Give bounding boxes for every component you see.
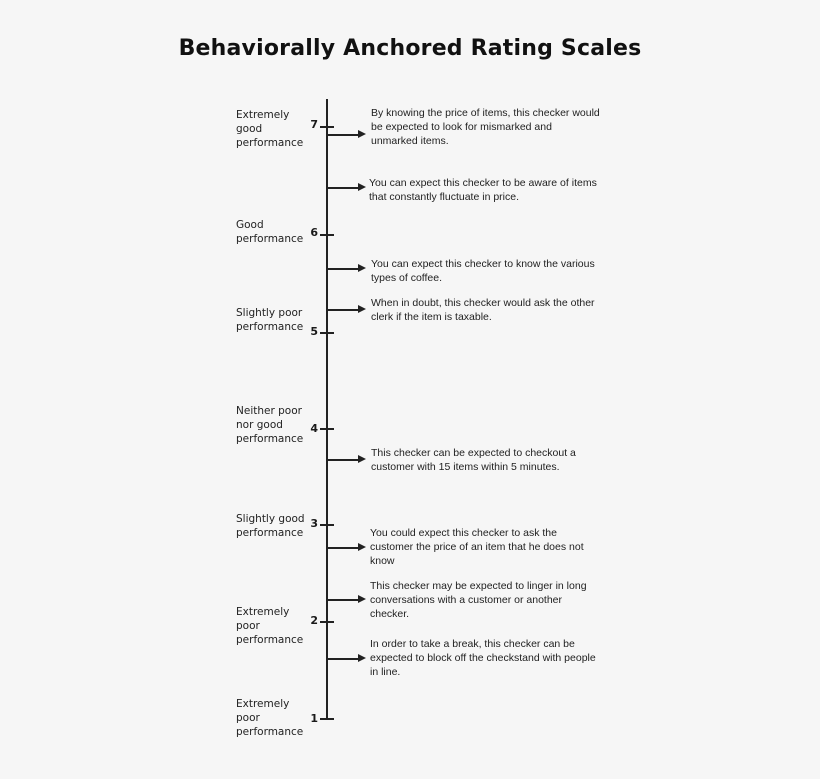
scale-label-3: Slightly good performance bbox=[236, 513, 305, 539]
behavior-anchor: When in doubt, this checker would ask the other clerk if the item is taxable. bbox=[371, 297, 595, 323]
behavior-anchor: You can expect this checker to know the various types of coffee. bbox=[371, 258, 595, 284]
scale-tick-3 bbox=[320, 524, 334, 526]
behavior-anchor: This checker can be expected to checkout a customer with 15 items within 5 minutes. bbox=[371, 447, 576, 473]
behavior-anchor: In order to take a break, this checker can be expected to block off the checkstand with people in line. bbox=[370, 638, 596, 678]
scale-tick-2 bbox=[320, 621, 334, 623]
anchor-arrow-icon bbox=[327, 187, 359, 189]
scale-label-2: Extremely poor performance bbox=[236, 606, 304, 646]
scale-number-2: 2 bbox=[310, 614, 318, 627]
scale-number-4: 4 bbox=[310, 422, 318, 435]
scale-label-7: Extremely good performance bbox=[236, 109, 304, 149]
anchor-arrow-icon bbox=[327, 134, 359, 136]
scale-label-6: Good performance bbox=[236, 219, 304, 245]
scale-label-4: Neither poor nor good performance bbox=[236, 405, 304, 445]
scale-label-1: Extremely poor performance bbox=[236, 698, 304, 738]
behavior-anchor: This checker may be expected to linger in long conversations with a customer or another checker. bbox=[370, 580, 587, 620]
scale-tick-5 bbox=[320, 332, 334, 334]
scale-number-5: 5 bbox=[310, 325, 318, 338]
scale-tick-6 bbox=[320, 234, 334, 236]
scale-tick-7 bbox=[320, 126, 334, 128]
anchor-arrow-icon bbox=[327, 459, 359, 461]
scale-tick-1 bbox=[320, 718, 334, 720]
anchor-arrow-icon bbox=[327, 309, 359, 311]
scale-number-3: 3 bbox=[310, 517, 318, 530]
anchor-arrow-icon bbox=[327, 599, 359, 601]
rating-axis bbox=[326, 99, 328, 719]
scale-tick-4 bbox=[320, 428, 334, 430]
diagram-title: Behaviorally Anchored Rating Scales bbox=[178, 36, 642, 61]
anchor-arrow-icon bbox=[327, 268, 359, 270]
scale-label-5: Slightly poor performance bbox=[236, 307, 304, 333]
anchor-arrow-icon bbox=[327, 658, 359, 660]
scale-number-6: 6 bbox=[310, 226, 318, 239]
behavior-anchor: You can expect this checker to be aware of items that constantly fluctuate in price. bbox=[369, 177, 597, 203]
scale-number-7: 7 bbox=[310, 118, 318, 131]
anchor-arrow-icon bbox=[327, 547, 359, 549]
scale-number-1: 1 bbox=[310, 712, 318, 725]
behavior-anchor: You could expect this checker to ask the customer the price of an item that he does not know bbox=[370, 527, 584, 567]
behavior-anchor: By knowing the price of items, this checker would be expected to look for mismarked and unmarked items. bbox=[371, 107, 600, 147]
